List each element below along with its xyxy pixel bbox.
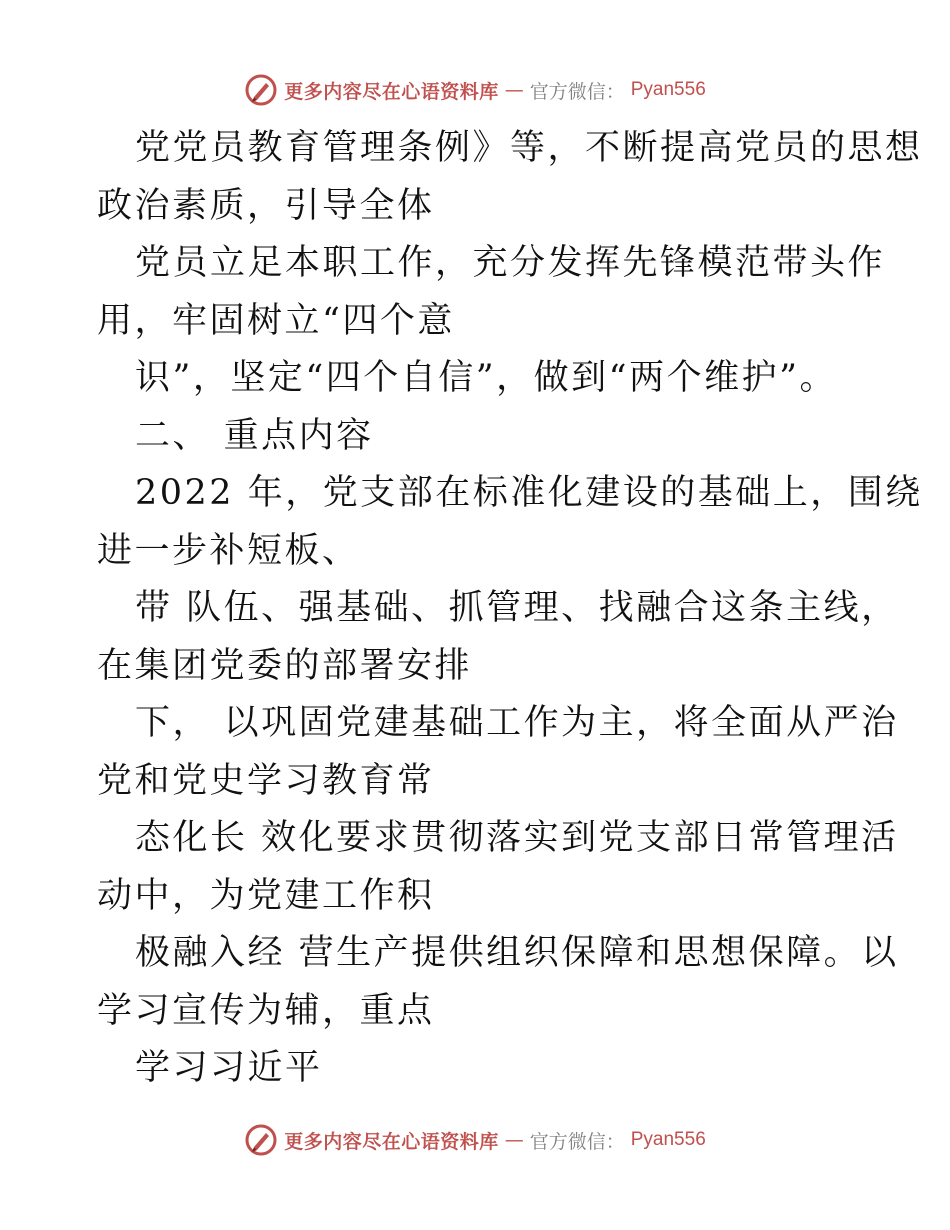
- pen-logo-icon: [244, 1123, 278, 1157]
- header-watermark: [0, 70, 950, 110]
- pen-logo-icon: [244, 73, 278, 107]
- text-line: 极融入经 营生产提供组织保障和思想保障。以: [135, 933, 899, 973]
- text-line: 进一步补短板、: [97, 530, 360, 571]
- watermark-official-label: 官方微信：: [529, 1130, 625, 1153]
- footer-watermark: [0, 1120, 950, 1160]
- watermark-separator: —: [504, 79, 524, 101]
- text-line: 政治素质，引导全体: [97, 185, 435, 226]
- watermark-account: Pyan556: [630, 1129, 706, 1150]
- text-line: 在集团党委的部署安排: [97, 645, 473, 686]
- text-line: 党员立足本职工作，充分发挥先锋模范带头作: [135, 243, 886, 283]
- watermark-brand: 更多内容尽在心语资料库: [284, 1130, 499, 1153]
- watermark-official-label: 官方微信：: [529, 80, 625, 103]
- text-line: 用，牢固树立“四个意: [97, 300, 455, 341]
- section-heading: 二、 重点内容: [135, 415, 374, 456]
- text-line: 学习习近平: [135, 1048, 323, 1088]
- text-line: 2022 年，党支部在标准化建设的基础上，围绕: [135, 473, 923, 513]
- watermark-brand: 更多内容尽在心语资料库: [284, 80, 499, 103]
- document-body: [97, 120, 923, 1098]
- text-line: 动中，为党建工作积: [97, 875, 435, 916]
- text-line: 识”，坚定“四个自信”，做到“两个维护”。: [135, 358, 837, 398]
- text-line: 学习宣传为辅，重点: [97, 990, 435, 1031]
- text-line: 态化长 效化要求贯彻落实到党支部日常管理活: [135, 818, 899, 858]
- text-line: 下， 以巩固党建基础工作为主，将全面从严治: [135, 703, 899, 743]
- watermark-account: Pyan556: [630, 79, 706, 100]
- text-line: 党党员教育管理条例》等，不断提高党员的思想: [135, 128, 923, 168]
- watermark-separator: —: [504, 1129, 524, 1151]
- text-line: 党和党史学习教育常: [97, 760, 435, 801]
- text-line: 带 队伍、强基础、抓管理、找融合这条主线，: [135, 588, 899, 628]
